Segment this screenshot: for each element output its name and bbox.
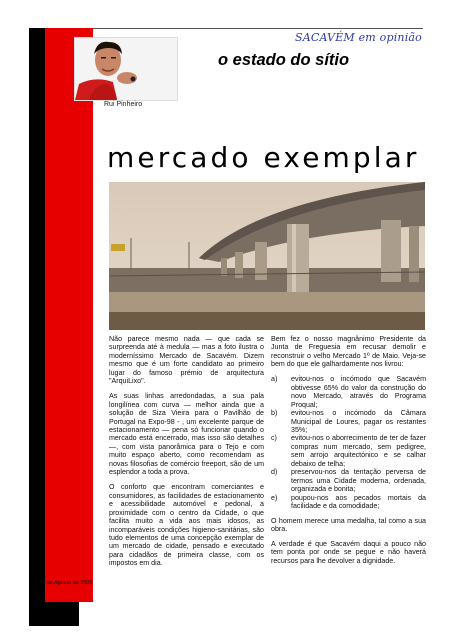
list-letter: e) [271,493,278,502]
list-letter: d) [271,468,278,477]
column-title: o estado do sítio [218,51,350,69]
list-item [271,468,426,493]
article-paragraph: A verdade é que Sacavém daqui a pouco não tem ponta por onde se pegue e não haverá recursos para lhe devolver a dignidade. [271,539,426,565]
article-paragraph: O homem merece uma medalha, tal como a sua obra. [271,516,426,534]
list-text: evitou-nos o incómodo que Sacavém obtivesse 65% do valor da construção do novo Mercado, através do Programa Proqual; [291,375,426,409]
article-headline: mercado exemplar [107,141,420,174]
list-letter: a) [271,375,278,384]
list-text: poupou-nos aos pecados mortais da facilidade e da comodidade; [291,493,426,511]
article-right-column [271,335,426,572]
article-paragraph: Não parece mesmo nada — que cada se surpreenda até à medula — mas a foto ilustra o moderníssimo Mercado de Sacavém. Dizem mesmo que é um forte candidato ao primeiro lugar do famoso prémio de arquitectura "ArquiLixo". [109,335,264,386]
publication-date: 24 de Agosto de 2005 [39,580,93,586]
list-item [271,494,426,511]
list-letter: c) [271,434,277,443]
series-title: SACAVÉM em opinião [294,31,422,44]
market-photo [109,182,425,330]
list-item [271,375,426,409]
list-letter: b) [271,409,278,418]
article-paragraph: As suas linhas arredondadas, a sua pala longilínea com curva — melhor ainda que a solução de Siza Vieira para o Pavilhão de Portugal na Expo-98 - , um excelente parque de estacionamento — pena só funcionar quando o mercado está encerrado, mas isso são detalhes —, com vista panorâmica para o Tejo e com muito espaço aberto, como recomendam as novas filosofias de comércio freeport, são de um esplendor a toda a prova. [109,392,264,477]
list-text: evitou-nos o incómodo da Câmara Municipal de Loures, pagar os restantes 35%; [291,409,426,435]
article-paragraph: O conforto que encontram comerciantes e consumidores, as facilidades de estacionamento e acessibilidade automóvel e pedonal, a proximidade com o centro da Cidade, o que facilita muito a vida aos mais idosos, as incomparáveis condições higieno-sanitárias, são tudo elementos de uma concepção exemplar de um mercado de cidade, pensado e executado para cidadãos de primeira classe, com os impostos em dia. [109,483,264,568]
list-text: evitou-nos o aborrecimento de ter de fazer compras num mercado, sem pedigree, sem arrojo arquitectónico e se calhar debaixo de telha; [291,434,426,468]
article-left-column [109,335,264,574]
author-photo [74,37,178,101]
list-item [271,434,426,468]
article-intro: Bem fez o nosso magnânimo Presidente da Junta de Freguesia em recusar demolir e reconstruir o velho Mercado 1º de Maio. Veja-se bem do que ele galhardamente nos livrou: [271,335,426,369]
header-rule [93,28,423,29]
list-item [271,409,426,434]
list-text: preservou-nos da tentação perversa de termos uma Cidade moderna, ordenada, organizada e bonita; [291,468,426,494]
author-caption: Rui Pinheiro [104,101,143,108]
red-side-bar [45,28,93,602]
benefits-list [271,375,426,510]
